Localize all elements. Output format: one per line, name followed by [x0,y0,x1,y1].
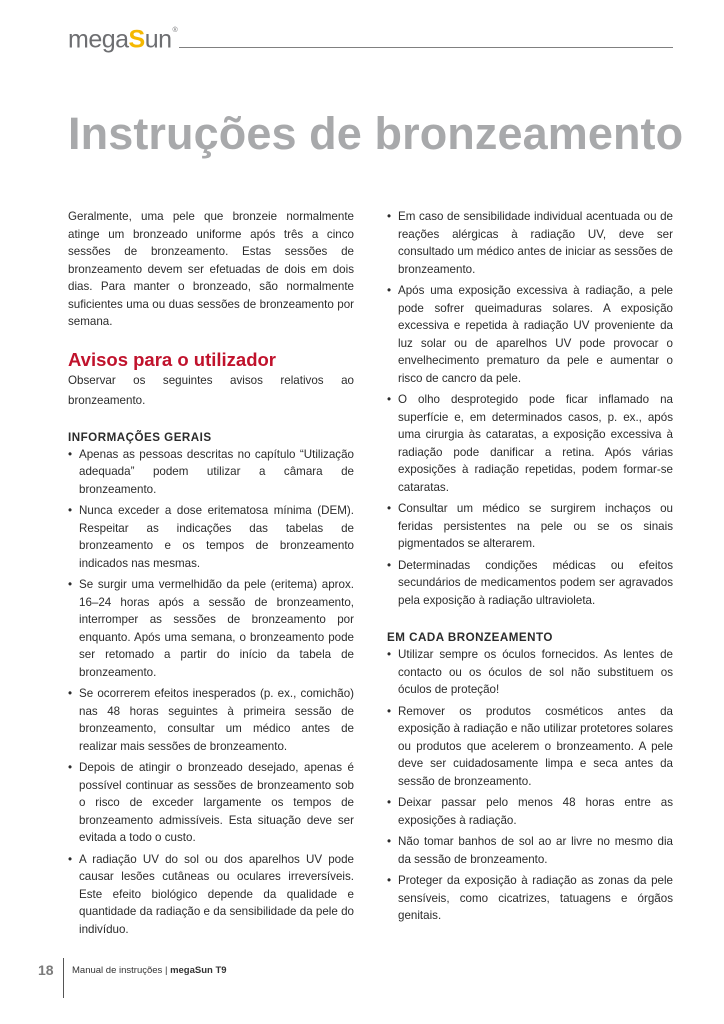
registered-mark: ® [172,27,178,34]
subsection-heading-each-session: EM CADA BRONZEAMENTO [387,631,553,644]
bullet-icon: • [387,648,392,661]
list-item: • Não tomar banhos de sol ao ar livre no mesmo dia da sessão de bronzeamento. [387,835,673,866]
list-item: • Consultar um médico se surgirem inchaços ou feridas persistentes na pele ou se os sinais pigmentados se alterarem. [387,502,673,550]
logo-text-prefix: mega [68,25,129,54]
bullet-icon: • [68,761,73,774]
section-intro: Observar os seguintes avisos relativos ao bronzeamento. [68,373,354,407]
bullet-icon: • [68,447,73,461]
bullet-icon: • [387,835,392,848]
page-header [68,22,673,52]
list-item: • Proteger da exposição à radiação as zonas da pele sensíveis, como cicatrizes, tatuagens e órgãos genitais. [387,874,673,922]
list-item: • Apenas as pessoas descritas no capítulo “Utilização adequada” podem utilizar a câmara de bronzeamento. [68,447,354,496]
bullet-icon: • [387,393,392,406]
intro-paragraph: Geralmente, uma pele que bronzeie normalmente atinge um bronzeado uniforme após três a cinco sessões de bronzeamento. Estas sessões de bronzeamento devem ser efetuadas de dois em dois dias. Para manter o bronzeado, são normalmente suficientes uma ou duas sessões de bronzeamento por semana. [68,210,354,328]
list-item: • Remover os produtos cosméticos antes da exposição à radiação e não utilizar protetores solares ou produtos que acelerem o bronzeamento. A pele deve ser cuidadosamente limpa e seca antes da sessão de bronzeamento. [387,704,673,788]
general-info-list [68,446,354,939]
bullet-icon: • [68,578,73,591]
list-item: • Nunca exceder a dose eritematosa mínima (DEM). Respeitar as indicações das tabelas de bronzeamento e os tempos de bronzeamento indicados nas mesmas. [68,504,354,570]
footer-manual-label: Manual de instruções | megaSun T9 [72,965,227,976]
megasun-logo [68,22,176,54]
section-heading-user-warnings: Avisos para o utilizador [68,348,276,370]
list-item: • A radiação UV do sol ou dos aparelhos UV pode causar lesões cutâneas ou oculares irreversíveis. Este efeito biológico depende da qualidade e quantidade da radiação e da sensibilidade da pele do indivíduo. [68,852,354,936]
list-item: • Determinadas condições médicas ou efeitos secundários de medicamentos podem ser agravados pela exposição à radiação ultravioleta. [387,558,673,607]
list-item: • Se ocorrerem efeitos inesperados (p. ex., comichão) nas 48 horas seguintes à primeira sessão de bronzeamento, consultar um médico antes de realizar mais sessões de bronzeamento. [68,687,354,753]
left-column [68,208,354,942]
bullet-icon: • [387,558,392,572]
bullet-icon: • [68,687,73,700]
bullet-icon: • [387,284,392,297]
list-item: • Em caso de sensibilidade individual acentuada ou de reações alérgicas à radiação UV, deve ser consultado um médico antes de iniciar as sessões de bronzeamento. [387,210,673,276]
footer-divider [63,958,64,998]
bullet-icon: • [387,874,392,887]
bullet-icon: • [387,796,392,809]
subsection-heading-general-info: INFORMAÇÕES GERAIS [68,430,212,444]
list-item: • O olho desprotegido pode ficar inflamado na superfície e, em determinados casos, p. ex., após uma cirurgia às cataratas, a exposição excessiva à radiação pode danificar a retina. Após várias exposições à radiação repetidas, podem formar-se cataratas. [387,393,673,494]
list-item: • Deixar passar pelo menos 48 horas entre as exposições à radiação. [387,796,673,827]
list-item: • Após uma exposição excessiva à radiação, a pele pode sofrer queimaduras solares. A exposição excessiva e repetida à radiação UV proveniente da luz solar ou de aparelhos UV pode provocar o envelhecimento prematuro da pele e aumentar o risco de cancro da pele. [387,284,673,385]
header-divider [179,47,673,48]
page-number: 18 [38,962,54,978]
list-item: • Utilizar sempre os óculos fornecidos. As lentes de contacto ou os óculos de sol não substituem os óculos de proteção! [387,648,673,696]
logo-text-suffix: un [144,25,172,54]
list-item: • Depois de atingir o bronzeado desejado, apenas é possível continuar as sessões de bronzeamento sob o risco de exceder largamente os tempos de bronzeamento admissíveis. Esta situação deve ser evitada a todo o custo. [68,761,354,844]
bullet-icon: • [68,852,73,866]
bullet-icon: • [387,704,392,718]
right-column [387,208,673,929]
logo-sun-s: S [128,25,145,54]
bullet-icon: • [387,210,392,223]
bullet-icon: • [387,502,392,515]
list-item: • Se surgir uma vermelhidão da pele (eritema) aprox. 16–24 horas após a sessão de bronzeamento, interromper as sessões de bronzeamento por enquanto. Após uma semana, o bronzeamento pode ser retomado a partir do início da tabela de bronzeamento. [68,578,354,679]
each-session-list [387,646,673,925]
general-info-list-continued [387,208,673,609]
product-name: megaSun T9 [170,965,227,976]
bullet-icon: • [68,504,73,517]
page-title: Instruções de bronzeamento [68,108,684,159]
